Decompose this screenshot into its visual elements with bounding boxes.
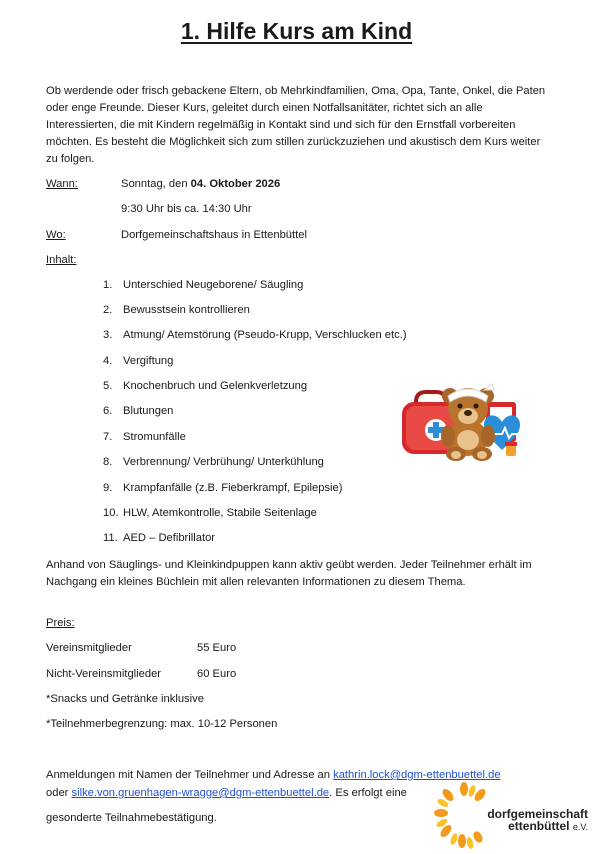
- email-link-silke[interactable]: silke.von.gruenhagen-wragge@dgm-ettenbuettel.de: [71, 787, 330, 799]
- dorfgemeinschaft-logo: [434, 781, 592, 851]
- list-item: 2. Bewusstsein kontrollieren: [103, 304, 250, 316]
- list-item: 4. Vergiftung: [103, 355, 174, 367]
- when-label: Wann:: [46, 178, 78, 190]
- date-prefix: Sonntag, den: [121, 178, 191, 190]
- intro-paragraph: Ob werdende oder frisch gebackene Eltern, ob Mehrkindfamilien, Oma, Opa, Tante, Onkel, die Paten oder enge Freunde. Dieser Kurs, geleitet durch einen Notfallsanitäter, richtet sich an alle Interessierten, die mit Kindern regelmäßig in Kontakt sind und sich für den Ernstfall vorbereiten möchten. Es besteht die Möglichkeit sich zum stillen zurückzuziehen und akustisch dem Kurs weiter zu folgen.: [46, 85, 546, 165]
- list-item: 10. HLW, Atemkontrolle, Stabile Seitenlage: [103, 507, 317, 519]
- list-item: 9. Krampfanfälle (z.B. Fieberkrampf, Epilepsie): [103, 482, 343, 494]
- registration-line-1: Anmeldungen mit Namen der Teilnehmer und Adresse an kathrin.lock@dgm-ettenbuettel.de: [46, 769, 501, 781]
- logo-text: dorfgemeinschaft ettenbüttel e.V.: [487, 807, 588, 833]
- list-item: 8. Verbrennung/ Verbrühung/ Unterkühlung: [103, 456, 324, 468]
- when-date: [121, 176, 280, 192]
- when-time: 9:30 Uhr bis ca. 14:30 Uhr: [121, 203, 252, 215]
- list-item: 1. Unterschied Neugeborene/ Säugling: [103, 279, 304, 291]
- practice-paragraph: Anhand von Säuglings- und Kleinkindpuppen kann aktiv geübt werden. Jeder Teilnehmer erhält im Nachgang ein kleines Büchlein mit allen relevanten Informationen zu diesem Thema.: [46, 559, 532, 588]
- list-item: 11. AED – Defibrillator: [103, 532, 216, 544]
- content-label: Inhalt:: [46, 254, 77, 266]
- where-label: Wo:: [46, 229, 66, 241]
- price-member-label: Vereinsmitglieder: [46, 642, 132, 654]
- list-item: 5. Knochenbruch und Gelenkverletzung: [103, 380, 308, 392]
- price-member-value: 55 Euro: [197, 642, 237, 654]
- page-title: 1. Hilfe Kurs am Kind: [180, 18, 413, 44]
- list-item: 7. Stromunfälle: [103, 431, 186, 443]
- date-value: 04. Oktober 2026: [190, 178, 281, 190]
- list-item: 6. Blutungen: [103, 405, 174, 417]
- email-link-kathrin[interactable]: kathrin.lock@dgm-ettenbuettel.de: [333, 769, 501, 781]
- price-nonmember-value: 60 Euro: [197, 668, 237, 680]
- snacks-note: *Snacks und Getränke inklusive: [46, 693, 204, 705]
- list-item: 3. Atmung/ Atemstörung (Pseudo-Krupp, Verschlucken etc.): [103, 329, 407, 341]
- price-label: Preis:: [46, 617, 75, 629]
- teddy-bear-first-aid-icon: [398, 372, 532, 462]
- registration-line-2: oder silke.von.gruenhagen-wragge@dgm-ettenbuettel.de. Es erfolgt eine: [46, 787, 407, 799]
- where-value: Dorfgemeinschaftshaus in Ettenbüttel: [121, 229, 307, 241]
- participant-limit-note: *Teilnehmerbegrenzung: max. 10-12 Personen: [46, 718, 278, 730]
- registration-line-3: gesonderte Teilnahmebestätigung.: [46, 812, 217, 824]
- price-nonmember-label: Nicht-Vereinsmitglieder: [46, 668, 162, 680]
